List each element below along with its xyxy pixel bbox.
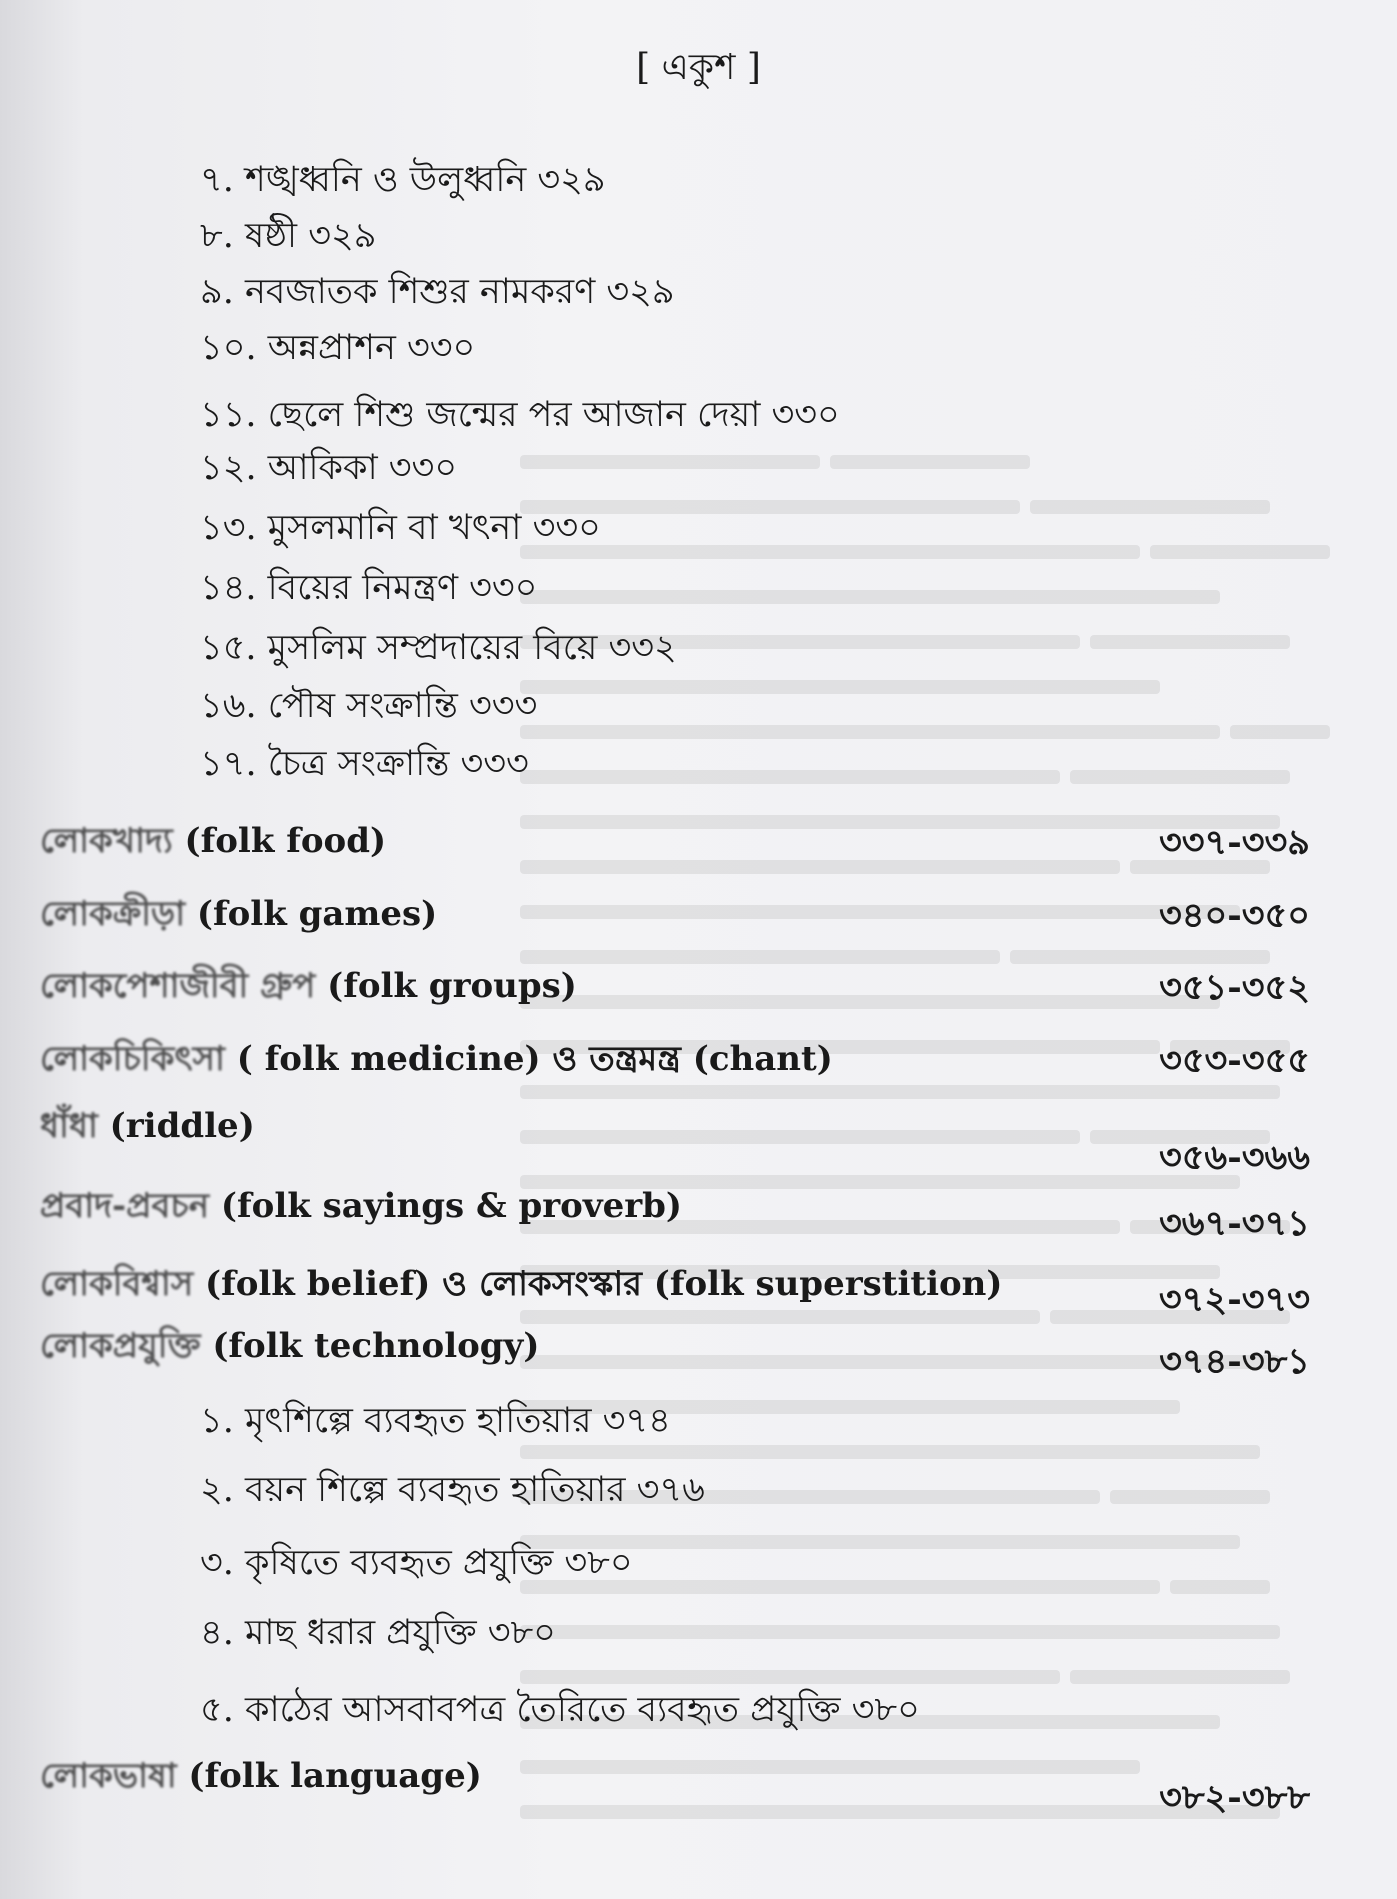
- entry-pages: ৩৫১-৩৫২: [1159, 967, 1310, 1008]
- entry-title: লোকপ্রযুক্তি (folk technology): [40, 1326, 540, 1366]
- list-item: ১৪. বিয়ের নিমন্ত্রণ ৩৩০: [200, 568, 538, 608]
- list-item: ১৬. পৌষ সংক্রান্তি ৩৩৩: [200, 686, 538, 726]
- toc-entry: [40, 1100, 1310, 1178]
- entry-pages: ৩৫৬-৩৬৬: [1158, 1137, 1310, 1178]
- entry-prefix: লোকপ্রযুক্তি: [40, 1326, 201, 1366]
- list-item: ৭. শঙ্খধ্বনি ও উলুধ্বনি ৩২৯: [200, 160, 606, 200]
- entry-title: ধাঁধা (riddle): [40, 1106, 255, 1146]
- entry-title: লোকচিকিৎসা ( folk medicine) ও তন্ত্রমন্ত্র (chant): [40, 1039, 833, 1079]
- list-item: ১. মৃৎশিল্পে ব্যবহৃত হাতিয়ার ৩৭৪: [200, 1401, 671, 1441]
- toc-entry: [40, 1258, 1310, 1320]
- toc-entry: [40, 815, 1310, 861]
- entry-prefix: লোকক্রীড়া: [40, 894, 186, 934]
- list-item: ৩. কৃষিতে ব্যবহৃত প্রযুক্তি ৩৮০: [200, 1543, 633, 1583]
- toc-entry: [40, 1320, 1310, 1382]
- page-number-header: [ একুশ ]: [636, 47, 761, 88]
- list-item: ১৫. মুসলিম সম্প্রদায়ের বিয়ে ৩৩২: [200, 628, 677, 668]
- entry-title: লোকখাদ্য (folk food): [40, 821, 387, 861]
- entry-pages: ৩৬৭-৩৭১: [1158, 1203, 1310, 1244]
- list-item: ২. বয়ন শিল্পে ব্যবহৃত হাতিয়ার ৩৭৬: [200, 1470, 705, 1510]
- list-item: ১৭. চৈত্র সংক্রান্তি ৩৩৩: [200, 744, 529, 784]
- entry-prefix: লোকচিকিৎসা: [40, 1039, 225, 1079]
- entry-title: লোকভাষা (folk language): [40, 1756, 482, 1796]
- list-item: ৮. ষষ্ঠী ৩২৯: [200, 216, 377, 256]
- entry-pages: ৩৪০-৩৫০: [1159, 895, 1310, 936]
- list-item: ১১. ছেলে শিশু জন্মের পর আজান দেয়া ৩৩০: [200, 395, 840, 435]
- entry-title: লোকপেশাজীবী গ্রুপ (folk groups): [40, 966, 577, 1006]
- list-item: ১২. আকিকা ৩৩০: [200, 448, 458, 488]
- list-item: ৫. কাঠের আসবাবপত্র তৈরিতে ব্যবহৃত প্রযুক্তি ৩৮০: [200, 1690, 920, 1730]
- entry-prefix: লোকখাদ্য: [40, 821, 173, 861]
- toc-entry: [40, 1180, 1310, 1244]
- entry-prefix: লোকভাষা: [40, 1756, 177, 1796]
- entry-title: লোকক্রীড়া (folk games): [40, 894, 438, 934]
- toc-entry: [40, 888, 1310, 934]
- toc-entry: [40, 960, 1310, 1006]
- entry-prefix: লোকপেশাজীবী গ্রুপ: [40, 966, 316, 1006]
- entry-prefix: প্রবাদ-প্রবচন: [40, 1186, 210, 1226]
- entry-pages: ৩৭৪-৩৮১: [1159, 1341, 1310, 1382]
- entry-pages: ৩৭২-৩৭৩: [1158, 1279, 1310, 1320]
- list-item: ৪. মাছ ধরার প্রযুক্তি ৩৮০: [200, 1613, 556, 1653]
- entry-title: প্রবাদ-প্রবচন (folk sayings & proverb): [40, 1186, 683, 1226]
- toc-entry: [40, 1033, 1310, 1079]
- list-item: ৯. নবজাতক শিশুর নামকরণ ৩২৯: [200, 272, 675, 312]
- entry-pages: ৩৩৭-৩৩৯: [1158, 822, 1310, 863]
- list-item: ১৩. মুসলমানি বা খৎনা ৩৩০: [200, 508, 601, 548]
- entry-prefix: ধাঁধা: [40, 1106, 98, 1146]
- entry-pages: ৩৮২-৩৮৮: [1159, 1777, 1310, 1818]
- entry-title: লোকবিশ্বাস (folk belief) ও লোকসংস্কার (folk superstition): [40, 1264, 1003, 1304]
- list-item: ১০. অন্নপ্রাশন ৩৩০: [200, 328, 476, 368]
- entry-pages: ৩৫৩-৩৫৫: [1159, 1040, 1310, 1081]
- entry-prefix: লোকবিশ্বাস: [40, 1264, 194, 1304]
- toc-entry: [40, 1750, 1310, 1818]
